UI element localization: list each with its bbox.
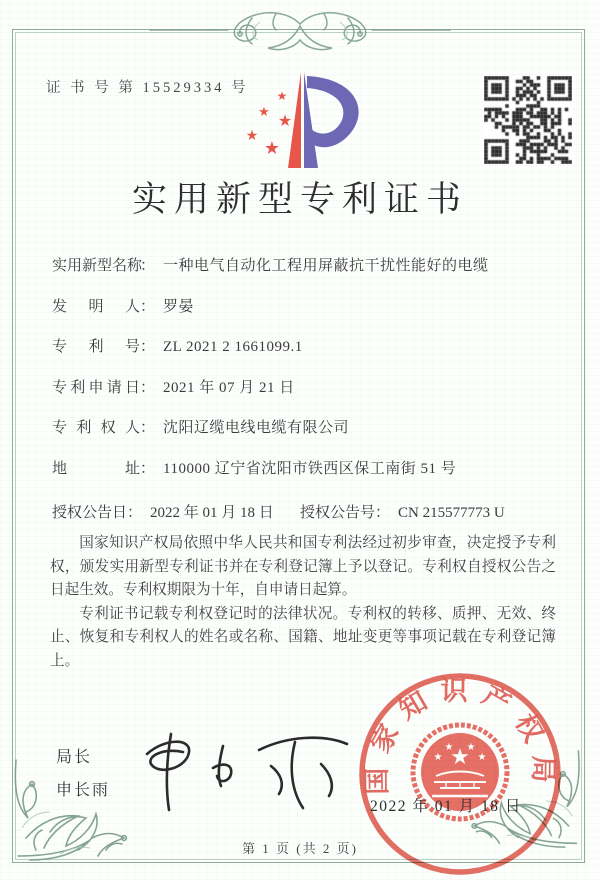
field-label: 专利号	[52, 339, 140, 355]
svg-text:★: ★	[477, 752, 487, 763]
certificate-number: 证 书 号 第 15529334 号	[46, 80, 249, 96]
grant-row	[52, 501, 570, 522]
field-colon: ：	[375, 505, 391, 521]
page-indicator: 第 1 页 (共 2 页)	[242, 841, 358, 856]
field-list	[52, 254, 562, 497]
field-row-inventor	[52, 295, 562, 336]
director-title: 局长	[56, 749, 93, 766]
grant-number-value: CN 215577773 U	[398, 505, 505, 521]
field-colon: ：	[140, 460, 156, 477]
field-row-address	[52, 457, 562, 498]
field-colon: ：	[140, 298, 156, 315]
svg-text:★: ★	[263, 138, 281, 159]
svg-text:★: ★	[450, 745, 470, 770]
field-row-patent-number	[52, 335, 562, 376]
field-value: 110000 辽宁省沈阳市铁西区保工南街 51 号	[163, 460, 457, 477]
legal-text	[50, 532, 556, 673]
top-border-ornament-icon	[148, 4, 452, 60]
svg-text:★: ★	[466, 742, 476, 753]
cnipa-logo-icon	[228, 68, 380, 178]
certificate-title: 实用新型专利证书	[131, 180, 468, 219]
field-row-patentee	[52, 416, 562, 457]
field-label: 地址	[52, 460, 140, 477]
seal-date: 2022 年 01 月 18 日	[370, 798, 522, 815]
svg-text:★: ★	[277, 111, 293, 130]
field-colon: ：	[140, 339, 156, 355]
grant-number-label: 授权公告号	[300, 505, 376, 521]
svg-text:★: ★	[245, 128, 259, 144]
field-colon: ：	[140, 258, 156, 274]
director-name: 申长雨	[56, 782, 111, 799]
field-row-name	[52, 254, 562, 295]
grant-date-label: 授权公告日	[52, 505, 128, 521]
field-colon: ：	[127, 505, 143, 521]
svg-text:★: ★	[433, 752, 443, 763]
field-label: 专利申请日	[52, 379, 140, 396]
field-row-filing-date	[52, 376, 562, 417]
field-colon: ：	[140, 379, 156, 396]
field-value: ZL 2021 2 1661099.1	[163, 339, 303, 355]
director-signature-icon	[135, 720, 360, 818]
field-label: 发明人	[52, 298, 140, 315]
grant-date-value: 2022 年 01 月 18 日	[150, 505, 274, 521]
svg-text:★: ★	[276, 89, 288, 103]
field-value: 2021 年 07 月 21 日	[163, 379, 295, 396]
field-label: 实用新型名称	[52, 258, 143, 274]
field-colon: ：	[140, 420, 156, 436]
field-value: 一种电气自动化工程用屏蔽抗干扰性能好的电缆	[163, 258, 489, 274]
legal-paragraph-2: 专利证书记载专利权登记时的法律状况。专利权的转移、质押、无效、终止、恢复和专利权人的姓名或名称、国籍、地址变更等事项记载在专利登记簿上。	[50, 605, 556, 669]
field-value: 沈阳辽缆电线电缆有限公司	[163, 420, 350, 436]
legal-paragraph-1: 国家知识产权局依照中华人民共和国专利法经过初步审查，决定授予专利权，颁发实用新型专利证书并在专利登记簿上予以登记。专利权自授权公告之日起生效。专利权期限为十年，自申请日起算。	[50, 535, 556, 598]
svg-text:★: ★	[444, 742, 454, 753]
qr-code	[484, 76, 572, 164]
seal-ring-text: 国家知识产权局	[361, 676, 559, 795]
field-label: 专利权人	[52, 420, 140, 436]
field-value: 罗晏	[163, 298, 195, 315]
svg-text:★: ★	[258, 105, 270, 120]
